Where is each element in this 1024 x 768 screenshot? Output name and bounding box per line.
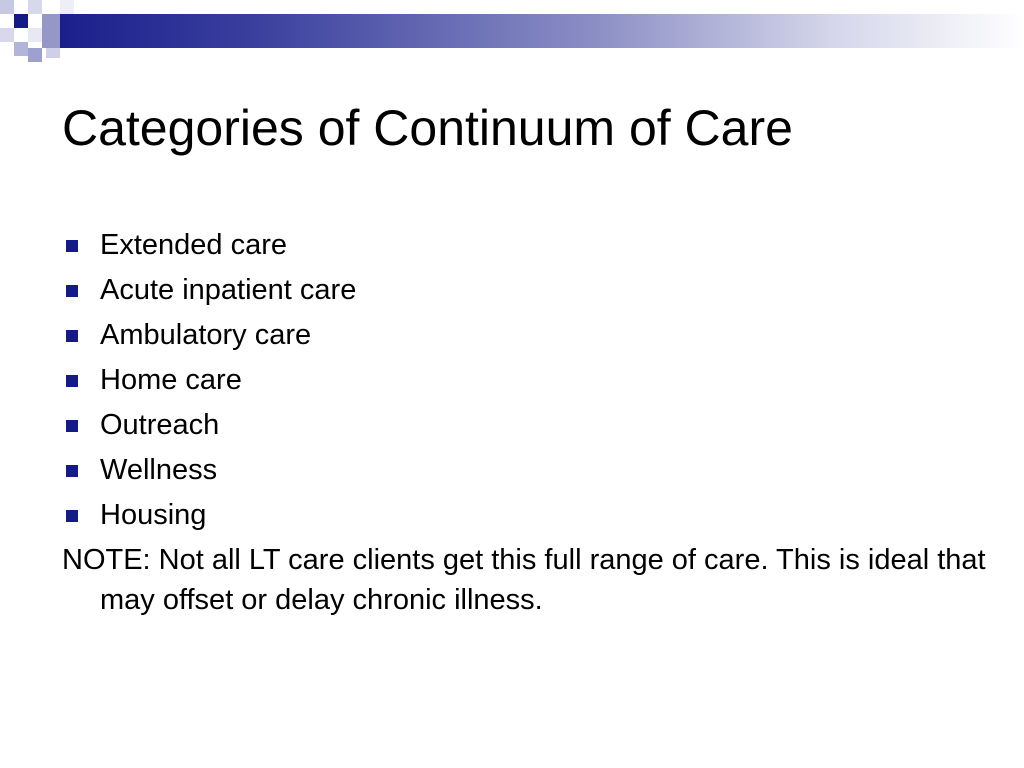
decorative-square [42,14,60,48]
list-item-label: Acute inpatient care [100,274,357,306]
list-item [62,224,356,269]
header-gradient-band [60,14,1024,48]
decorative-square [28,28,42,42]
list-item-label: Extended care [100,229,288,261]
header-decoration [0,0,1024,62]
square-bullet-icon [66,240,78,252]
list-item-label: Housing [100,499,207,531]
decorative-square [28,0,42,14]
list-item [62,314,356,359]
decorative-square [0,0,14,14]
square-bullet-icon [66,375,78,387]
decorative-square [14,42,28,56]
decorative-square [28,48,42,62]
decorative-square [0,28,14,42]
decorative-square [60,0,74,14]
square-bullet-icon [66,285,78,297]
list-item-label: Ambulatory care [100,319,312,351]
square-bullet-icon [66,510,78,522]
list-item [62,449,356,494]
square-bullet-icon [66,465,78,477]
list-item [62,359,356,404]
note-text: NOTE: Not all LT care clients get this full range of care. This is ideal that may offset or delay chronic illness. [62,544,986,616]
square-bullet-icon [66,420,78,432]
slide-title: Categories of Continuum of Care [62,100,793,156]
list-item-label: Outreach [100,409,220,441]
list-item-label: Wellness [100,454,218,486]
list-item [62,404,356,449]
list-item [62,269,356,314]
decorative-square [46,48,60,58]
list-item-label: Home care [100,364,242,396]
list-item [62,494,356,539]
bullet-list [62,224,356,539]
square-bullet-icon [66,330,78,342]
decorative-square [14,14,28,28]
